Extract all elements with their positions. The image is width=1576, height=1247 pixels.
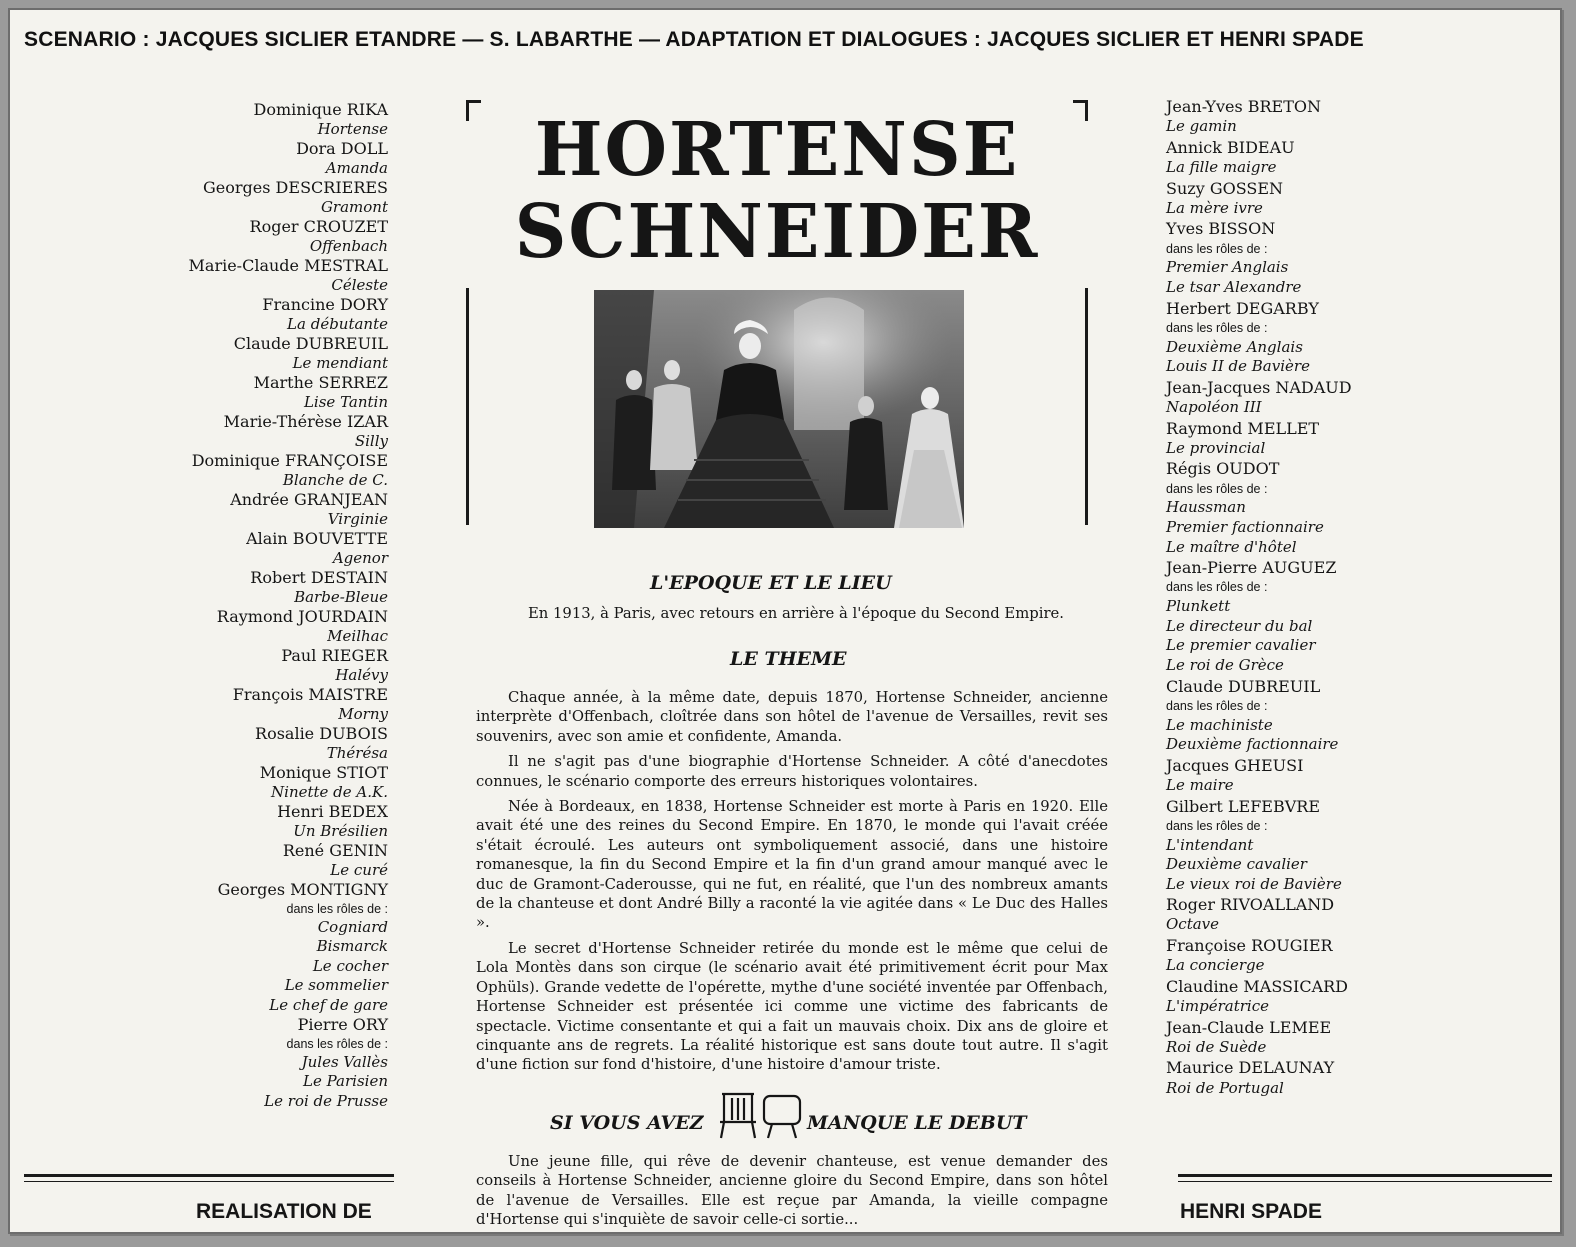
credits-header: SCENARIO : JACQUES SICLIER ETANDRE — S. LABARTHE — ADAPTATION ET DIALOGUES : JACQUES SICLIER ET HENRI SPADE — [24, 28, 1364, 51]
frame-rule-right — [1085, 288, 1088, 525]
footer-rule-right — [1178, 1174, 1552, 1177]
magazine-page — [8, 8, 1562, 1234]
debut-body — [476, 1152, 1108, 1230]
cast-role-name: Le curé — [330, 860, 388, 879]
footer-rule-right-thin — [1178, 1181, 1552, 1182]
cast-role-name: Le mendiant — [292, 353, 388, 372]
cast-actor-name: René GENIN — [282, 841, 388, 860]
cast-role-name: Deuxième Anglais — [1166, 337, 1303, 356]
cast-role-name: Roi de Portugal — [1166, 1078, 1284, 1097]
cast-actor-name: Jean-Yves BRETON — [1166, 97, 1322, 116]
cast-actor-name: Marthe SERREZ — [253, 373, 388, 392]
cast-actor-name: Raymond MELLET — [1166, 418, 1320, 438]
cast-role-name: Thérésa — [326, 743, 388, 762]
theme-paragraph: Née à Bordeaux, en 1838, Hortense Schneider est morte à Paris en 1920. Elle avait été une des reines du Second Empire. En 1870, le monde qui l'avait créée s'était écroulé. Les auteurs ont symboliquement associé, dans une histoire romanesque, la fin du Second Empire et la fin d'un grand amour manqué avec le duc de Gramont-Caderousse, qui ne fut, en réalité, que l'un des nombreux amants de la chanteuse et dont André Billy a raconté la vie agitée dans « Le Duc des Halles ». — [476, 798, 1108, 932]
cast-roles-note: dans les rôles de : — [1166, 818, 1268, 833]
frame-rule-left — [466, 288, 469, 525]
title-line-2: SCHNEIDER — [514, 189, 1040, 275]
cast-list-left — [130, 100, 388, 1111]
debut-heading-left: SI VOUS AVEZ — [550, 1112, 704, 1134]
cast-role-name: Gramont — [320, 197, 388, 216]
cast-actor-name: Monique STIOT — [259, 763, 388, 782]
cast-roles-note: dans les rôles de : — [1166, 241, 1268, 256]
cast-actor-name: Andrée GRANJEAN — [230, 490, 388, 509]
cast-role-name: Ninette de A.K. — [271, 782, 388, 801]
cast-actor-name: François MAISTRE — [232, 685, 388, 704]
cast-role-name: Octave — [1166, 915, 1220, 934]
cast-actor-name: Maurice DELAUNAY — [1166, 1058, 1335, 1078]
cast-role-name: Le roi de Grèce — [1166, 655, 1284, 674]
cast-role-name: Meilhac — [327, 626, 388, 645]
epoque-heading: L'EPOQUE ET LE LIEU — [650, 572, 892, 594]
cast-actor-name: Roger RIVOALLAND — [1166, 895, 1335, 915]
cast-role-name: Premier Anglais — [1166, 258, 1289, 277]
cast-role-name: Deuxième cavalier — [1166, 855, 1307, 874]
cast-role-name: Le directeur du bal — [1166, 616, 1313, 635]
theme-paragraph: Chaque année, à la même date, depuis 1870, Hortense Schneider, ancienne interprète d'Offenbach, cloîtrée dans son hôtel de l'avenue de Versailles, revit ses souvenirs, avec son amie et confidente, Amanda. — [476, 689, 1108, 745]
cast-role-name: Jules Vallès — [301, 1053, 388, 1072]
cast-actor-name: Dominique RIKA — [253, 100, 388, 119]
cast-actor-name: Claude DUBREUIL — [1166, 676, 1321, 696]
cast-role-name: Blanche de C. — [282, 470, 388, 489]
cast-role-name: Hortense — [317, 119, 388, 138]
cast-actor-name: Jean-Claude LEMEE — [1166, 1017, 1332, 1037]
cast-role-name: Le provincial — [1166, 438, 1266, 457]
chair-and-tv-icon — [718, 1092, 804, 1144]
cast-roles-note: dans les rôles de : — [1166, 580, 1268, 595]
cast-roles-note: dans les rôles de : — [1166, 320, 1268, 335]
cast-actor-name: Robert DESTAIN — [250, 568, 388, 587]
cast-role-name: La fille maigre — [1166, 158, 1277, 176]
cast-actor-name: Roger CROUZET — [249, 217, 388, 236]
cast-role-name: Silly — [354, 431, 388, 450]
cast-actor-name: Francine DORY — [262, 295, 388, 314]
cast-role-name: Céleste — [331, 275, 388, 294]
cast-role-name: Plunkett — [1166, 597, 1231, 616]
debut-heading-right: MANQUE LE DEBUT — [807, 1112, 1027, 1134]
cast-actor-name: Marie-Thérèse IZAR — [223, 412, 388, 431]
cast-role-name: Haussman — [1166, 498, 1246, 517]
footer-director-name: HENRI SPADE — [1180, 1200, 1322, 1223]
cast-role-name: Le maire — [1166, 775, 1234, 794]
cast-actor-name: Suzy GOSSEN — [1166, 178, 1284, 198]
cast-actor-name: Jean-Pierre AUGUEZ — [1166, 558, 1337, 578]
cast-role-name: Le vieux roi de Bavière — [1166, 874, 1342, 893]
cast-role-name: Napoléon III — [1166, 397, 1262, 416]
cast-role-name: Deuxième factionnaire — [1166, 735, 1339, 754]
cast-role-name: L'impératrice — [1166, 997, 1269, 1016]
cast-role-name: La mère ivre — [1166, 198, 1263, 217]
cast-role-name: Roi de Suède — [1166, 1037, 1267, 1056]
cast-role-name: Morny — [338, 704, 388, 723]
cast-role-name: Cogniard — [317, 918, 388, 936]
debut-paragraph: Une jeune fille, qui rêve de devenir chanteuse, est venue demander des conseils à Hortense Schneider, ancienne gloire du Second Empire, dans son hôtel de l'avenue de Versailles. Elle est reçue par Amanda, la vieille compagne d'Hortense qui s'inquiète de savoir celle-ci sortie... — [476, 1153, 1108, 1229]
theme-heading: LE THEME — [730, 648, 847, 670]
cast-role-name: Le machiniste — [1166, 715, 1273, 734]
cast-actor-name: Dora DOLL — [296, 139, 388, 158]
cast-role-name: Agenor — [332, 548, 388, 567]
cast-role-name: La débutante — [287, 314, 388, 333]
cast-actor-name: Françoise ROUGIER — [1166, 936, 1333, 956]
film-still-photo — [594, 290, 964, 528]
cast-actor-name: Régis OUDOT — [1166, 459, 1280, 479]
cast-actor-name: Henri BEDEX — [277, 802, 388, 821]
footer-direction-label: REALISATION DE — [196, 1200, 372, 1223]
cast-role-name: Le roi de Prusse — [264, 1091, 388, 1110]
cast-list-right — [1166, 96, 1496, 1098]
cast-role-name: L'intendant — [1166, 835, 1254, 854]
cast-actor-name: Georges MONTIGNY — [217, 880, 388, 899]
cast-actor-name: Marie-Claude MESTRAL — [188, 256, 388, 275]
cast-actor-name: Annick BIDEAU — [1166, 137, 1295, 157]
cast-actor-name: Jean-Jacques NADAUD — [1166, 377, 1352, 397]
cast-role-name: Amanda — [325, 158, 388, 177]
cast-actor-name: Gilbert LEFEBVRE — [1166, 796, 1321, 816]
cast-actor-name: Alain BOUVETTE — [246, 529, 388, 548]
cast-actor-name: Claude DUBREUIL — [233, 334, 388, 353]
cast-role-name: La concierge — [1166, 956, 1265, 975]
cast-role-name: Virginie — [327, 509, 388, 528]
cast-actor-name: Pierre ORY — [297, 1015, 388, 1035]
cast-role-name: Barbe-Bleue — [294, 587, 388, 606]
cast-role-name: Le chef de gare — [269, 995, 388, 1014]
cast-roles-note: dans les rôles de : — [286, 901, 388, 916]
cast-actor-name: Raymond JOURDAIN — [216, 607, 388, 626]
cast-roles-note: dans les rôles de : — [1166, 698, 1268, 713]
title-line-1: HORTENSE — [534, 107, 1020, 193]
theme-body — [476, 688, 1108, 1075]
cast-role-name: Lise Tantin — [303, 392, 388, 411]
theme-paragraph: Il ne s'agit pas d'une biographie d'Hortense Schneider. A côté d'anecdotes connues, le scénario comporte des erreurs historiques volontaires. — [476, 753, 1108, 790]
footer-rule-left — [24, 1174, 394, 1177]
cast-role-name: Bismarck — [316, 937, 388, 956]
cast-role-name: Le gamin — [1166, 117, 1237, 136]
theme-paragraph: Le secret d'Hortense Schneider retirée du monde est le même que celui de Lola Montès dans son cirque (le scénario avait été primitivement écrit pour Max Ophüls). Grande vedette de l'opérette, mythe d'une société inventée par Offenbach, Hortense Schneider est présentée ici comme une victime des fabricants de spectacle. Victime consentante et qui a fait un mauvais choix. Dix ans de gloire et cinquante ans de regrets. La réalité historique est sans doute tout autre. Il s'agit d'une fiction sur fond d'histoire, d'une histoire d'amour triste. — [476, 939, 1108, 1074]
cast-roles-note: dans les rôles de : — [286, 1036, 388, 1051]
cast-actor-name: Jacques GHEUSI — [1166, 755, 1304, 775]
cast-actor-name: Claudine MASSICARD — [1166, 976, 1348, 996]
cast-actor-name: Herbert DEGARBY — [1166, 298, 1319, 318]
cast-role-name: Louis II de Bavière — [1166, 357, 1310, 376]
cast-role-name: Le cocher — [312, 956, 388, 975]
cast-role-name: Un Brésilien — [293, 821, 388, 840]
cast-actor-name: Paul RIEGER — [281, 646, 388, 665]
cast-role-name: Le premier cavalier — [1166, 636, 1316, 655]
cast-role-name: Halévy — [335, 665, 388, 684]
cast-role-name: Le maître d'hôtel — [1166, 537, 1297, 556]
cast-role-name: Le Parisien — [303, 1072, 388, 1091]
cast-role-name: Premier factionnaire — [1166, 517, 1324, 536]
cast-role-name: Offenbach — [309, 236, 388, 255]
cast-actor-name: Dominique FRANÇOISE — [191, 451, 388, 470]
epoque-text: En 1913, à Paris, avec retours en arrière à l'époque du Second Empire. — [527, 605, 1065, 622]
cast-actor-name: Rosalie DUBOIS — [255, 724, 388, 743]
cast-actor-name: Yves BISSON — [1166, 219, 1276, 239]
cast-role-name: Le tsar Alexandre — [1166, 277, 1302, 296]
footer-rule-left-thin — [24, 1181, 394, 1182]
cast-actor-name: Georges DESCRIERES — [203, 178, 388, 197]
cast-role-name: Le sommelier — [284, 976, 388, 995]
cast-roles-note: dans les rôles de : — [1166, 481, 1268, 496]
